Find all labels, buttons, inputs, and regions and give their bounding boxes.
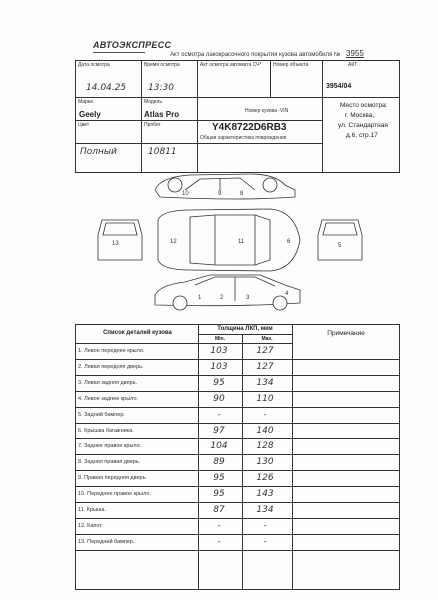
brand-value: Geely bbox=[79, 110, 101, 119]
table-row-line bbox=[75, 486, 400, 487]
color-value: Полный bbox=[80, 147, 117, 157]
car-top-view bbox=[158, 209, 300, 271]
max-value: 128 bbox=[256, 441, 274, 452]
min-value: 103 bbox=[210, 346, 228, 356]
table-row-line bbox=[75, 375, 400, 376]
place-city: г. Москва, bbox=[345, 112, 375, 119]
brand-label: Марка bbox=[78, 99, 93, 105]
min-value: - bbox=[217, 409, 221, 420]
max-value: 134 bbox=[256, 377, 274, 388]
zone-label: 11 bbox=[238, 239, 245, 245]
min-value: 104 bbox=[210, 441, 228, 452]
device-label: Акт осмотра автомата СЧ* bbox=[200, 62, 262, 68]
zone-label: 6 bbox=[287, 239, 291, 245]
zone-label: 8 bbox=[240, 191, 244, 197]
min-value: 87 bbox=[213, 505, 225, 515]
table-row-line bbox=[75, 438, 400, 439]
max-header: Max. bbox=[261, 336, 273, 342]
zone-label: 9 bbox=[218, 191, 222, 197]
part-name: 9. Правая передняя дверь. bbox=[78, 475, 147, 482]
model-value: Atlas Pro bbox=[144, 110, 180, 119]
zone-label: 12 bbox=[170, 239, 177, 245]
part-name: 12. Капот. bbox=[78, 522, 103, 529]
document-title-text: Акт осмотра лакокрасочного покрытия кузова автомобиля № bbox=[170, 52, 341, 58]
table-row-line bbox=[75, 534, 400, 535]
table-row-line bbox=[75, 359, 400, 360]
part-name: 13. Передний бампер. bbox=[78, 538, 135, 545]
grid-line bbox=[270, 60, 271, 97]
max-value: 140 bbox=[256, 425, 274, 436]
min-value: 103 bbox=[210, 361, 228, 372]
vin-value: Y4K8722D6RB3 bbox=[212, 122, 287, 133]
model-label: Модель bbox=[144, 99, 162, 105]
place-building: д.6, стр.17 bbox=[346, 132, 378, 139]
akt-value: 3954/04 bbox=[326, 83, 352, 90]
thickness-header: Толщина ЛКП, мкм bbox=[217, 326, 273, 332]
car-left-side-view bbox=[155, 275, 300, 310]
part-name: 5. Задний бампер. bbox=[78, 411, 125, 418]
table-row-line bbox=[75, 407, 400, 408]
grid-line bbox=[197, 60, 198, 173]
max-value: 127 bbox=[256, 361, 274, 372]
car-body-diagram bbox=[90, 165, 370, 320]
parts-header: Список деталей кузова bbox=[103, 330, 172, 336]
part-name: 2. Левая передняя дверь. bbox=[78, 363, 144, 370]
min-value: 95 bbox=[213, 473, 225, 484]
grid-line bbox=[322, 97, 400, 98]
grid-line bbox=[75, 97, 322, 98]
max-value: - bbox=[263, 409, 267, 420]
part-name: 4. Левое заднее крыло. bbox=[78, 395, 139, 402]
part-name: 10. Переднее правое крыло. bbox=[78, 491, 151, 498]
min-value: 95 bbox=[213, 377, 225, 388]
min-value: - bbox=[217, 536, 221, 547]
color-label: Цвет bbox=[78, 122, 90, 128]
date-label: Дата осмотра bbox=[78, 62, 110, 68]
min-value: 97 bbox=[213, 425, 225, 436]
notes-header: Примечание bbox=[327, 330, 365, 337]
grid-line bbox=[141, 60, 142, 173]
table-row-line bbox=[75, 518, 400, 519]
act-number: 3955 bbox=[346, 49, 364, 58]
grid-line bbox=[75, 143, 322, 144]
table-line bbox=[242, 334, 243, 590]
document-title bbox=[170, 49, 364, 58]
part-name: 11. Крыша. bbox=[78, 507, 106, 513]
min-header: Min. bbox=[215, 336, 225, 342]
table-row-line bbox=[75, 391, 400, 392]
max-value: - bbox=[263, 520, 267, 531]
mileage-value: 10811 bbox=[148, 147, 177, 157]
max-value: 130 bbox=[256, 457, 274, 468]
table-row-line bbox=[75, 454, 400, 455]
time-label: Время осмотра bbox=[144, 62, 180, 68]
part-name: 1. Левое переднее крыло. bbox=[78, 348, 145, 354]
zone-label: 4 bbox=[285, 291, 289, 297]
company-logo: АВТОЭКСПРЕСС bbox=[93, 40, 172, 50]
grid-line bbox=[75, 120, 322, 121]
part-name: 7. Заднее правое крыло. bbox=[78, 443, 142, 450]
zone-label: 5 bbox=[338, 243, 342, 249]
car-rear-view bbox=[318, 220, 362, 260]
mileage-label: Пробег bbox=[144, 122, 161, 128]
table-row-line bbox=[75, 470, 400, 471]
zone-label: 2 bbox=[220, 295, 224, 301]
max-value: 110 bbox=[256, 393, 274, 404]
time-value: 13:30 bbox=[148, 83, 174, 93]
part-name: 6. Крышка багажника. bbox=[78, 427, 134, 434]
max-value: 143 bbox=[256, 489, 274, 500]
object-number-label: Номер объекта bbox=[273, 62, 309, 68]
date-value: 14.04.25 bbox=[86, 83, 127, 93]
table-line bbox=[198, 334, 292, 335]
damage-label: Общая характеристика повреждения bbox=[200, 135, 287, 141]
zone-label: 1 bbox=[198, 295, 202, 301]
zone-label: 3 bbox=[246, 295, 250, 301]
max-value: 127 bbox=[256, 346, 274, 356]
place-street: ул. Стандартная bbox=[338, 122, 388, 129]
zone-label: 13 bbox=[112, 241, 119, 247]
min-value: 95 bbox=[213, 489, 225, 500]
part-name: 8. Задняя правая дверь. bbox=[78, 459, 141, 466]
table-row-line bbox=[75, 550, 400, 551]
car-front-view bbox=[98, 220, 142, 260]
place-label: Место осмотра: bbox=[340, 102, 388, 109]
akt-label: АКТ bbox=[348, 62, 358, 68]
max-value: - bbox=[263, 536, 267, 547]
max-value: 126 bbox=[256, 473, 274, 484]
vin-label: Номер кузова -VIN bbox=[245, 108, 289, 114]
min-value: 90 bbox=[213, 393, 225, 404]
zone-label: 10 bbox=[182, 191, 189, 197]
car-right-side-view bbox=[155, 174, 295, 199]
max-value: 134 bbox=[256, 505, 274, 515]
part-name: 3. Левая задняя дверь. bbox=[78, 379, 138, 386]
logo-underline bbox=[93, 52, 145, 53]
table-row-line bbox=[75, 423, 400, 424]
grid-line bbox=[322, 60, 323, 173]
min-value: 89 bbox=[213, 457, 225, 468]
min-value: - bbox=[217, 520, 221, 531]
table-line bbox=[75, 343, 292, 344]
table-row-line bbox=[75, 502, 400, 503]
